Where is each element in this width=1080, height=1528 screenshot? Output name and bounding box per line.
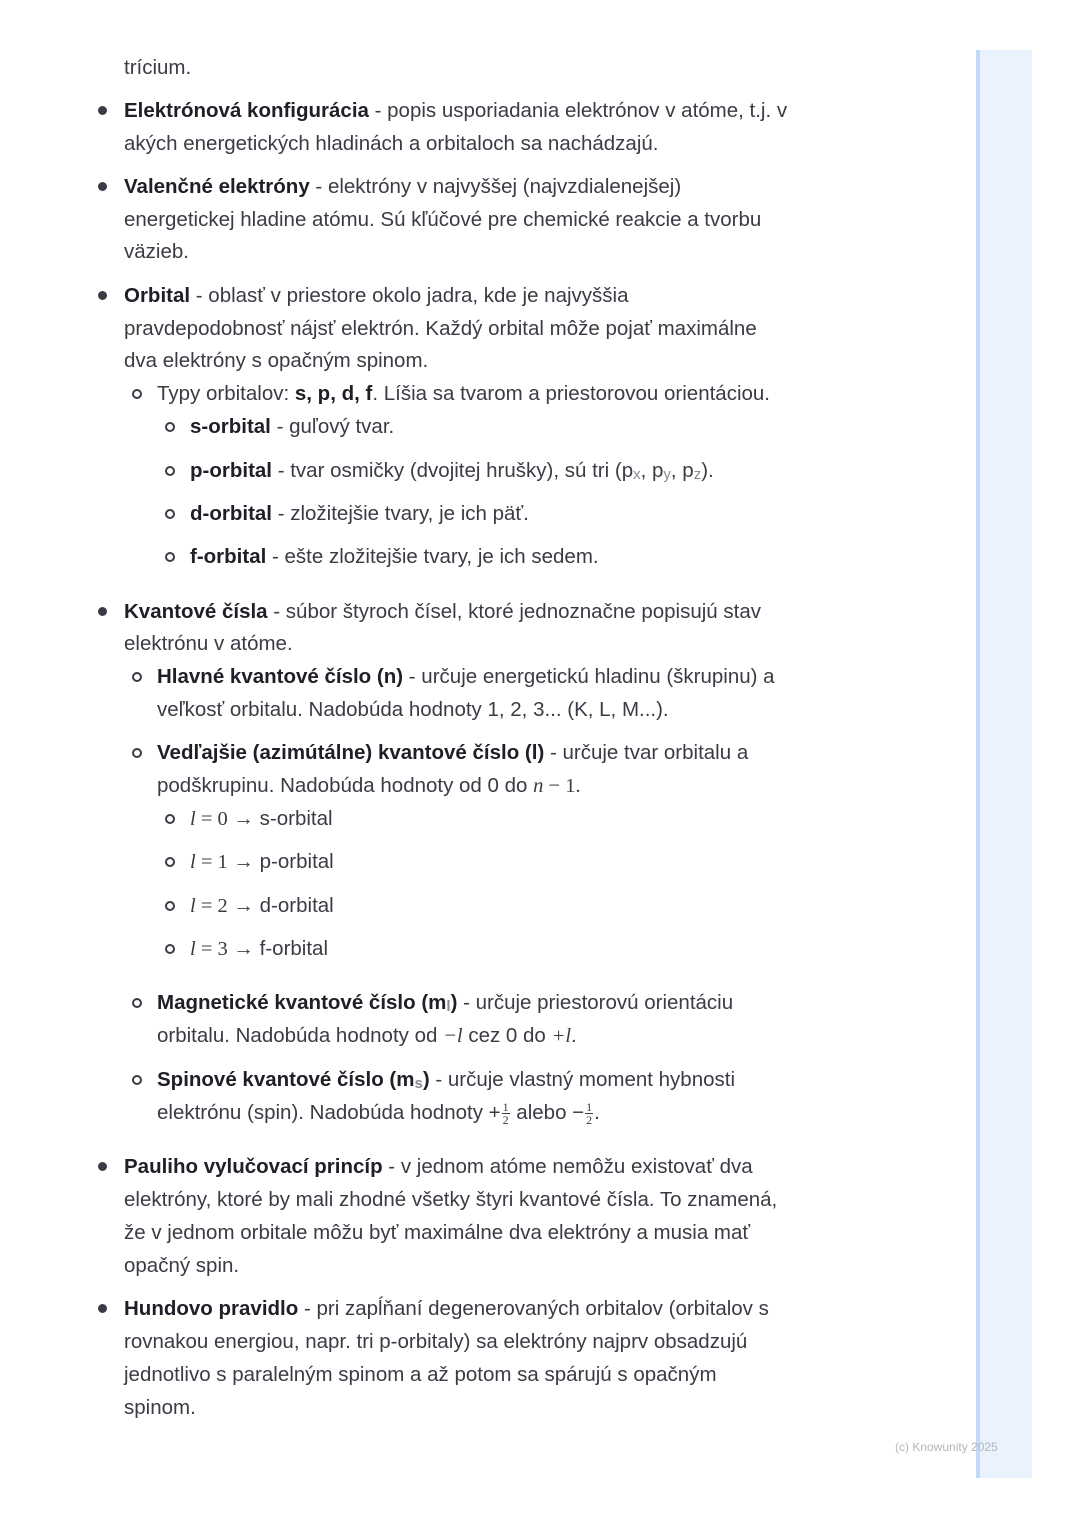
term-vedlajsie: Vedľajšie (azimútálne) kvantové číslo (l) (157, 741, 545, 764)
bullet-dot (98, 182, 107, 191)
magneticke-line-1 (157, 986, 733, 1021)
p-orbital-end: ). (701, 459, 714, 482)
fraction-half (502, 1101, 510, 1126)
p-orbital-line (190, 454, 714, 489)
magneticke-def-2a: orbitalu. Nadobúda hodnoty od (157, 1024, 444, 1047)
subscript-y: y (663, 466, 671, 483)
math-eq: = 1 (195, 851, 228, 873)
term-hlavne: Hlavné kvantové číslo (n) (157, 665, 404, 688)
l-value-1 (190, 845, 334, 879)
pauli-line-1 (124, 1150, 753, 1183)
d-orbital-def: - zložitejšie tvary, je ich päť. (272, 502, 529, 525)
bullet-dot (98, 1304, 107, 1313)
valencne-def: - elektróny v najvyššej (najvzdialenejšej) (309, 175, 682, 198)
term-s-orbital: s-orbital (190, 415, 271, 438)
term-f-orbital: f-orbital (190, 545, 267, 568)
math-minus-l: −l (443, 1025, 463, 1047)
sub-bullet-circle (132, 1075, 142, 1085)
subscript-z: z (693, 466, 702, 483)
magneticke-term-post: ) (450, 991, 458, 1014)
f-orbital-def: - ešte zložitejšie tvary, je ich sedem. (266, 545, 599, 568)
l-value-3 (190, 932, 328, 966)
sub-bullet-circle (132, 748, 142, 758)
sub-bullet-circle (165, 814, 175, 824)
math-eq: = 2 (195, 895, 228, 917)
spinove-line-2 (157, 1096, 600, 1129)
subscript-l: l (446, 998, 451, 1015)
pauli-line-3: že v jednom orbitale môžu byť maximálne dva elektróny a musia mať (124, 1221, 751, 1244)
s-orbital-def: - guľový tvar. (270, 415, 395, 438)
f-orbital-line (190, 540, 599, 573)
sub-bullet-circle (165, 944, 175, 954)
valencne-line-2: energetickej hladine atómu. Sú kľúčové pre chemické reakcie a tvorbu (124, 208, 762, 231)
separator: , p (670, 459, 694, 482)
spinove-def-2b: alebo − (510, 1101, 585, 1124)
term-spinove (157, 1068, 430, 1091)
math-l: l (190, 938, 196, 960)
fraction-half (585, 1101, 593, 1126)
l-value-0 (190, 802, 333, 836)
term-hund: Hundovo pravidlo (124, 1297, 299, 1320)
magneticke-line-2 (157, 1019, 577, 1053)
l-value-result: → s-orbital (227, 807, 333, 830)
valencne-line-3: väzieb. (124, 240, 189, 263)
hlavne-def: - určuje energetickú hladinu (škrupinu) a (403, 665, 775, 688)
magneticke-def-2c: . (571, 1024, 577, 1047)
kvantove-def: - súbor štyroch čísel, ktoré jednoznačne popisujú stav (267, 600, 761, 623)
orbital-def: - oblasť v priestore okolo jadra, kde je najvyššia (190, 284, 629, 307)
spinove-term-pre: Spinové kvantové číslo (m (157, 1068, 415, 1091)
bullet-dot (98, 1162, 107, 1171)
vedlajsie-line-1 (157, 736, 748, 769)
math-l: l (190, 895, 196, 917)
term-orbital: Orbital (124, 284, 191, 307)
spinove-def-2c: . (594, 1101, 600, 1124)
intro-tail: trícium. (124, 56, 192, 79)
magneticke-def-2b: cez 0 do (462, 1024, 552, 1047)
fraction-numerator: 1 (502, 1100, 509, 1115)
d-orbital-line (190, 497, 529, 530)
pauli-line-4: opačný spin. (124, 1254, 240, 1277)
term-valencne: Valenčné elektróny (124, 175, 310, 198)
vedlajsie-def-2: podškrupinu. Nadobúda hodnoty od 0 do (157, 774, 534, 797)
spinove-line-1 (157, 1063, 735, 1098)
fraction-denominator: 2 (586, 1113, 593, 1128)
spinove-def: - určuje vlastný moment hybnosti (429, 1068, 736, 1091)
sub-bullet-circle (165, 901, 175, 911)
sub-bullet-circle (132, 389, 142, 399)
types-list: s, p, d, f (294, 382, 373, 405)
orbital-line-3: dva elektróny s opačným spinom. (124, 349, 429, 372)
magneticke-term-pre: Magnetické kvantové číslo (m (157, 991, 447, 1014)
orbital-line-1 (124, 279, 628, 312)
sub-bullet-circle (132, 998, 142, 1008)
sub-bullet-circle (165, 466, 175, 476)
term-p-orbital: p-orbital (190, 459, 272, 482)
valencne-line-1 (124, 170, 681, 203)
pauli-line-2: elektróny, ktoré by mali zhodné všetky štyri kvantové čísla. To znamená, (124, 1188, 778, 1211)
hund-line-4: spinom. (124, 1396, 196, 1419)
kvantove-line-2: elektrónu v atóme. (124, 632, 293, 655)
term-kvantove: Kvantové čísla (124, 600, 268, 623)
sub-bullet-circle (132, 672, 142, 682)
hund-line-1 (124, 1292, 769, 1325)
spinove-term-post: ) (422, 1068, 430, 1091)
fraction-denominator: 2 (502, 1113, 509, 1128)
math-n: n (533, 775, 544, 797)
spinove-def-2a: elektrónu (spin). Nadobúda hodnoty + (157, 1101, 501, 1124)
hlavne-line-1 (157, 660, 775, 693)
bullet-dot (98, 291, 107, 300)
pauli-def: - v jednom atóme nemôžu existovať dva (382, 1155, 753, 1178)
elektronova-line-2: akých energetických hladinách a orbitaloch sa nachádzajú. (124, 132, 659, 155)
orbital-types-line (157, 377, 770, 410)
term-elektronova: Elektrónová konfigurácia (124, 99, 369, 122)
fraction-numerator: 1 (586, 1100, 593, 1115)
sub-bullet-circle (165, 857, 175, 867)
term-pauli: Pauliho vylučovací princíp (124, 1155, 383, 1178)
hlavne-line-2: veľkosť orbitalu. Nadobúda hodnoty 1, 2, 3... (K, L, M...). (157, 698, 669, 721)
vedlajsie-def: - určuje tvar orbitalu a (544, 741, 749, 764)
kvantove-line-1 (124, 595, 761, 628)
math-plus-l: +l (551, 1025, 572, 1047)
orbital-line-2: pravdepodobnosť nájsť elektrón. Každý orbital môže pojať maximálne (124, 317, 757, 340)
subscript-s: s (414, 1075, 423, 1092)
subscript-x: x (633, 466, 641, 483)
types-prefix: Typy orbitalov: (157, 382, 295, 405)
s-orbital-line (190, 410, 394, 443)
math-l: l (190, 851, 196, 873)
math-eq: = 3 (195, 938, 228, 960)
l-value-result: → f-orbital (227, 937, 329, 960)
bullet-dot (98, 607, 107, 616)
p-orbital-def: - tvar osmičky (dvojitej hrušky), sú tri (p (272, 459, 634, 482)
sub-bullet-circle (165, 552, 175, 562)
magneticke-def: - určuje priestorovú orientáciu (457, 991, 734, 1014)
l-value-2 (190, 889, 334, 923)
l-value-result: → p-orbital (227, 850, 334, 873)
separator: , p (640, 459, 664, 482)
math-eq: = 0 (195, 808, 228, 830)
term-d-orbital: d-orbital (190, 502, 272, 525)
math-tail: − 1. (543, 775, 581, 797)
vedlajsie-line-2 (157, 769, 581, 803)
elektronova-line-1 (124, 94, 787, 127)
term-magneticke (157, 991, 457, 1014)
copyright-notice: (c) Knowunity 2025 (895, 1440, 998, 1454)
hund-def: - pri zapĺňaní degenerovaných orbitalov (orbitalov s (298, 1297, 769, 1320)
side-margin-panel (976, 50, 1032, 1478)
sub-bullet-circle (165, 422, 175, 432)
l-value-result: → d-orbital (227, 894, 334, 917)
hund-line-2: rovnakou energiou, napr. tri p-orbitaly) sa elektróny najprv obsadzujú (124, 1330, 748, 1353)
elektronova-def: - popis usporiadania elektrónov v atóme, t.j. v (368, 99, 788, 122)
hund-line-3: jednotlivo s paralelným spinom a až potom sa spárujú s opačným (124, 1363, 717, 1386)
types-suffix: . Líšia sa tvarom a priestorovou orientáciou. (372, 382, 770, 405)
math-l: l (190, 808, 196, 830)
bullet-dot (98, 106, 107, 115)
sub-bullet-circle (165, 509, 175, 519)
